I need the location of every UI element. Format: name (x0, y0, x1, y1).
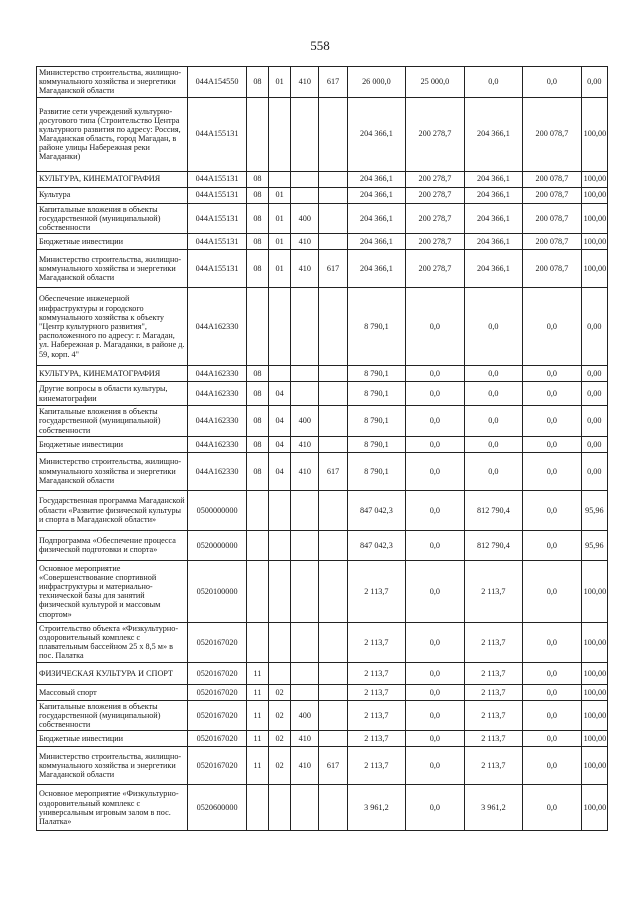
row-code-cell: 0500000000 (188, 490, 247, 530)
row-code-cell: 0520167020 (188, 747, 247, 785)
row-value-4-cell: 0,0 (523, 406, 582, 437)
row-value-3-cell: 0,0 (464, 288, 523, 366)
row-subsection-cell: 02 (269, 731, 291, 747)
row-subsection-cell (269, 288, 291, 366)
row-section-cell: 08 (246, 67, 268, 98)
row-value-4-cell: 0,0 (523, 662, 582, 684)
row-percent-cell: 95,96 (581, 530, 607, 560)
row-subsection-cell: 04 (269, 452, 291, 490)
row-percent-cell: 0,00 (581, 436, 607, 452)
row-value-1-cell: 8 790,1 (347, 288, 406, 366)
row-value-3-cell: 2 113,7 (464, 684, 523, 700)
row-section-cell (246, 97, 268, 171)
row-name-cell: Основное мероприятие «Физкультурно-оздоровительный комплекс с универсальным игровым залом в пос. Палатка» (37, 785, 188, 831)
row-code-cell: 044A155131 (188, 97, 247, 171)
row-section-cell: 08 (246, 203, 268, 234)
row-value-4-cell: 0,0 (523, 288, 582, 366)
row-subsection-cell (269, 530, 291, 560)
row-admin-code-cell (319, 288, 347, 366)
row-section-cell: 08 (246, 234, 268, 250)
row-value-3-cell: 204 366,1 (464, 97, 523, 171)
row-value-3-cell: 0,0 (464, 67, 523, 98)
row-percent-cell: 100,00 (581, 684, 607, 700)
row-section-cell (246, 622, 268, 662)
row-section-cell (246, 560, 268, 622)
table-row (37, 366, 608, 382)
row-value-3-cell: 204 366,1 (464, 187, 523, 203)
row-admin-code-cell: 617 (319, 250, 347, 288)
row-admin-code-cell (319, 171, 347, 187)
row-value-4-cell: 0,0 (523, 700, 582, 731)
row-value-1-cell: 847 042,3 (347, 490, 406, 530)
row-value-4-cell: 0,0 (523, 731, 582, 747)
row-admin-code-cell (319, 785, 347, 831)
row-name-cell: Капитальные вложения в объекты государственной (муниципальной) собственности (37, 406, 188, 437)
row-expense-type-cell: 410 (291, 234, 319, 250)
row-subsection-cell (269, 171, 291, 187)
row-section-cell: 08 (246, 366, 268, 382)
table-row (37, 288, 608, 366)
row-admin-code-cell: 617 (319, 452, 347, 490)
row-section-cell (246, 530, 268, 560)
row-expense-type-cell: 410 (291, 250, 319, 288)
table-body (37, 67, 608, 831)
row-value-3-cell: 812 790,4 (464, 530, 523, 560)
row-percent-cell: 100,00 (581, 560, 607, 622)
row-value-2-cell: 0,0 (406, 731, 465, 747)
row-code-cell: 044A155131 (188, 234, 247, 250)
row-value-4-cell: 200 078,7 (523, 187, 582, 203)
row-value-4-cell: 0,0 (523, 436, 582, 452)
row-subsection-cell (269, 622, 291, 662)
row-expense-type-cell (291, 530, 319, 560)
row-value-2-cell: 0,0 (406, 747, 465, 785)
row-percent-cell: 100,00 (581, 662, 607, 684)
row-expense-type-cell: 400 (291, 406, 319, 437)
row-code-cell: 0520167020 (188, 684, 247, 700)
row-admin-code-cell (319, 662, 347, 684)
table-row (37, 490, 608, 530)
row-expense-type-cell: 410 (291, 731, 319, 747)
table-row (37, 684, 608, 700)
row-value-4-cell: 200 078,7 (523, 234, 582, 250)
row-admin-code-cell (319, 97, 347, 171)
row-value-1-cell: 2 113,7 (347, 560, 406, 622)
row-value-1-cell: 2 113,7 (347, 747, 406, 785)
row-value-1-cell: 2 113,7 (347, 684, 406, 700)
row-admin-code-cell (319, 406, 347, 437)
row-percent-cell: 100,00 (581, 250, 607, 288)
row-value-4-cell: 0,0 (523, 560, 582, 622)
row-value-1-cell: 2 113,7 (347, 622, 406, 662)
row-value-3-cell: 2 113,7 (464, 560, 523, 622)
row-value-3-cell: 812 790,4 (464, 490, 523, 530)
row-percent-cell: 100,00 (581, 700, 607, 731)
row-name-cell: Массовый спорт (37, 684, 188, 700)
row-percent-cell: 100,00 (581, 97, 607, 171)
row-section-cell: 11 (246, 731, 268, 747)
row-value-3-cell: 2 113,7 (464, 747, 523, 785)
row-expense-type-cell: 400 (291, 203, 319, 234)
row-section-cell: 11 (246, 747, 268, 785)
table-row (37, 785, 608, 831)
table-row (37, 662, 608, 684)
row-expense-type-cell (291, 171, 319, 187)
table-row (37, 97, 608, 171)
row-value-2-cell: 0,0 (406, 662, 465, 684)
table-row (37, 530, 608, 560)
row-value-1-cell: 204 366,1 (347, 187, 406, 203)
table-row (37, 560, 608, 622)
row-percent-cell: 100,00 (581, 785, 607, 831)
row-subsection-cell (269, 490, 291, 530)
row-value-4-cell: 0,0 (523, 452, 582, 490)
row-subsection-cell: 02 (269, 747, 291, 785)
table-row (37, 700, 608, 731)
row-value-1-cell: 8 790,1 (347, 382, 406, 406)
row-section-cell: 08 (246, 171, 268, 187)
table-row (37, 203, 608, 234)
row-section-cell (246, 785, 268, 831)
row-admin-code-cell: 617 (319, 67, 347, 98)
row-percent-cell: 100,00 (581, 731, 607, 747)
row-value-4-cell: 0,0 (523, 530, 582, 560)
row-value-3-cell: 204 366,1 (464, 171, 523, 187)
row-percent-cell: 0,00 (581, 366, 607, 382)
table-row (37, 171, 608, 187)
row-expense-type-cell (291, 382, 319, 406)
row-code-cell: 044A162330 (188, 452, 247, 490)
row-code-cell: 044A162330 (188, 406, 247, 437)
row-expense-type-cell (291, 366, 319, 382)
row-value-2-cell: 0,0 (406, 684, 465, 700)
row-section-cell: 11 (246, 662, 268, 684)
row-value-2-cell: 0,0 (406, 366, 465, 382)
row-value-3-cell: 0,0 (464, 406, 523, 437)
row-value-2-cell: 200 278,7 (406, 203, 465, 234)
row-code-cell: 0520167020 (188, 700, 247, 731)
row-name-cell: Министерство строительства, жилищно-коммунального хозяйства и энергетики Магаданской области (37, 452, 188, 490)
row-value-3-cell: 0,0 (464, 382, 523, 406)
row-value-4-cell: 0,0 (523, 747, 582, 785)
row-value-2-cell: 200 278,7 (406, 97, 465, 171)
row-subsection-cell: 02 (269, 684, 291, 700)
row-value-2-cell: 0,0 (406, 382, 465, 406)
row-value-3-cell: 204 366,1 (464, 203, 523, 234)
row-admin-code-cell (319, 490, 347, 530)
row-value-2-cell: 200 278,7 (406, 234, 465, 250)
row-expense-type-cell (291, 560, 319, 622)
row-percent-cell: 100,00 (581, 747, 607, 785)
row-percent-cell: 100,00 (581, 622, 607, 662)
table-row (37, 382, 608, 406)
row-value-1-cell: 2 113,7 (347, 731, 406, 747)
row-value-1-cell: 204 366,1 (347, 97, 406, 171)
row-value-1-cell: 204 366,1 (347, 234, 406, 250)
row-code-cell: 0520167020 (188, 662, 247, 684)
row-code-cell: 0520600000 (188, 785, 247, 831)
row-percent-cell: 95,96 (581, 490, 607, 530)
row-section-cell: 08 (246, 452, 268, 490)
row-value-1-cell: 8 790,1 (347, 366, 406, 382)
row-section-cell (246, 490, 268, 530)
row-value-1-cell: 2 113,7 (347, 662, 406, 684)
row-value-1-cell: 8 790,1 (347, 436, 406, 452)
row-subsection-cell: 04 (269, 382, 291, 406)
table-row (37, 747, 608, 785)
row-expense-type-cell (291, 622, 319, 662)
row-percent-cell: 100,00 (581, 234, 607, 250)
row-admin-code-cell (319, 366, 347, 382)
row-name-cell: Министерство строительства, жилищно-коммунального хозяйства и энергетики Магаданской области (37, 747, 188, 785)
row-name-cell: Министерство строительства, жилищно-коммунального хозяйства и энергетики Магаданской области (37, 250, 188, 288)
row-value-2-cell: 200 278,7 (406, 250, 465, 288)
row-code-cell: 0520167020 (188, 622, 247, 662)
row-expense-type-cell: 410 (291, 747, 319, 785)
page-number: 558 (310, 38, 330, 53)
row-percent-cell: 0,00 (581, 382, 607, 406)
row-name-cell: Развитие сети учреждений культурно-досугового типа (Строительство Центра культурного развития по адресу: Россия, Магаданская область, город Магадан, в районе улицы Набережная реки Магаданки) (37, 97, 188, 171)
row-value-4-cell: 200 078,7 (523, 250, 582, 288)
row-value-2-cell: 200 278,7 (406, 171, 465, 187)
row-code-cell: 044A162330 (188, 366, 247, 382)
row-value-3-cell: 0,0 (464, 436, 523, 452)
row-code-cell: 0520000000 (188, 530, 247, 560)
row-value-3-cell: 0,0 (464, 452, 523, 490)
row-value-4-cell: 0,0 (523, 684, 582, 700)
row-value-4-cell: 0,0 (523, 785, 582, 831)
row-value-2-cell: 0,0 (406, 622, 465, 662)
row-name-cell: Подпрограмма «Обеспечение процесса физической подготовки и спорта» (37, 530, 188, 560)
row-name-cell: Бюджетные инвестиции (37, 436, 188, 452)
row-value-1-cell: 8 790,1 (347, 406, 406, 437)
row-expense-type-cell: 410 (291, 452, 319, 490)
row-value-4-cell: 200 078,7 (523, 97, 582, 171)
table-row (37, 436, 608, 452)
row-subsection-cell: 04 (269, 436, 291, 452)
row-subsection-cell (269, 785, 291, 831)
row-value-4-cell: 0,0 (523, 366, 582, 382)
row-name-cell: Основное мероприятие «Совершенствование спортивной инфраструктуры и материально-технической базы для занятий физической культурой и массовым спортом» (37, 560, 188, 622)
row-subsection-cell (269, 662, 291, 684)
row-value-2-cell: 200 278,7 (406, 187, 465, 203)
row-value-1-cell: 204 366,1 (347, 171, 406, 187)
row-value-1-cell: 3 961,2 (347, 785, 406, 831)
row-value-2-cell: 0,0 (406, 560, 465, 622)
row-code-cell: 044A155131 (188, 187, 247, 203)
row-name-cell: Министерство строительства, жилищно-коммунального хозяйства и энергетики Магаданской области (37, 67, 188, 98)
row-name-cell: Капитальные вложения в объекты государственной (муниципальной) собственности (37, 700, 188, 731)
row-section-cell: 08 (246, 187, 268, 203)
row-admin-code-cell (319, 530, 347, 560)
row-name-cell: Бюджетные инвестиции (37, 731, 188, 747)
row-section-cell (246, 288, 268, 366)
row-value-4-cell: 200 078,7 (523, 203, 582, 234)
row-admin-code-cell (319, 203, 347, 234)
row-percent-cell: 100,00 (581, 187, 607, 203)
row-code-cell: 044A155131 (188, 171, 247, 187)
row-section-cell: 11 (246, 684, 268, 700)
row-value-1-cell: 847 042,3 (347, 530, 406, 560)
row-percent-cell: 100,00 (581, 203, 607, 234)
table-row (37, 187, 608, 203)
budget-table (36, 66, 608, 831)
row-expense-type-cell (291, 490, 319, 530)
table-row (37, 406, 608, 437)
row-expense-type-cell (291, 288, 319, 366)
row-name-cell: КУЛЬТУРА, КИНЕМАТОГРАФИЯ (37, 171, 188, 187)
row-expense-type-cell (291, 662, 319, 684)
table-row (37, 452, 608, 490)
row-subsection-cell: 01 (269, 187, 291, 203)
row-name-cell: Государственная программа Магаданской области «Развитие физической культуры и спорта в Магаданской области» (37, 490, 188, 530)
row-code-cell: 044A162330 (188, 288, 247, 366)
row-value-2-cell: 25 000,0 (406, 67, 465, 98)
row-admin-code-cell (319, 684, 347, 700)
row-name-cell: КУЛЬТУРА, КИНЕМАТОГРАФИЯ (37, 366, 188, 382)
table-row (37, 622, 608, 662)
row-name-cell: Бюджетные инвестиции (37, 234, 188, 250)
row-section-cell: 08 (246, 250, 268, 288)
row-code-cell: 0520100000 (188, 560, 247, 622)
row-admin-code-cell (319, 700, 347, 731)
row-value-1-cell: 2 113,7 (347, 700, 406, 731)
row-value-4-cell: 0,0 (523, 622, 582, 662)
row-percent-cell: 0,00 (581, 67, 607, 98)
row-percent-cell: 0,00 (581, 406, 607, 437)
row-expense-type-cell (291, 684, 319, 700)
row-name-cell: Строительство объекта «Физкультурно-оздоровительный комплекс с плавательным бассейном 25 х 8,5 м» в пос. Палатка (37, 622, 188, 662)
row-name-cell: Капитальные вложения в объекты государственной (муниципальной) собственности (37, 203, 188, 234)
table-row (37, 250, 608, 288)
row-name-cell: ФИЗИЧЕСКАЯ КУЛЬТУРА И СПОРТ (37, 662, 188, 684)
row-section-cell: 11 (246, 700, 268, 731)
row-value-3-cell: 3 961,2 (464, 785, 523, 831)
row-code-cell: 044A154550 (188, 67, 247, 98)
row-admin-code-cell (319, 382, 347, 406)
row-value-2-cell: 0,0 (406, 452, 465, 490)
row-admin-code-cell (319, 187, 347, 203)
row-subsection-cell: 04 (269, 406, 291, 437)
row-admin-code-cell (319, 622, 347, 662)
row-subsection-cell (269, 366, 291, 382)
row-section-cell: 08 (246, 382, 268, 406)
row-percent-cell: 100,00 (581, 171, 607, 187)
row-admin-code-cell (319, 436, 347, 452)
row-value-3-cell: 204 366,1 (464, 234, 523, 250)
row-expense-type-cell (291, 785, 319, 831)
row-code-cell: 0520167020 (188, 731, 247, 747)
row-value-4-cell: 0,0 (523, 382, 582, 406)
row-subsection-cell: 01 (269, 250, 291, 288)
row-expense-type-cell: 400 (291, 700, 319, 731)
row-value-1-cell: 204 366,1 (347, 250, 406, 288)
row-value-3-cell: 204 366,1 (464, 250, 523, 288)
row-value-3-cell: 2 113,7 (464, 700, 523, 731)
row-value-2-cell: 0,0 (406, 406, 465, 437)
row-percent-cell: 0,00 (581, 452, 607, 490)
row-value-3-cell: 2 113,7 (464, 662, 523, 684)
row-value-2-cell: 0,0 (406, 530, 465, 560)
row-value-4-cell: 200 078,7 (523, 171, 582, 187)
table-row (37, 731, 608, 747)
row-value-2-cell: 0,0 (406, 436, 465, 452)
row-value-4-cell: 0,0 (523, 67, 582, 98)
row-value-4-cell: 0,0 (523, 490, 582, 530)
row-value-2-cell: 0,0 (406, 490, 465, 530)
row-value-2-cell: 0,0 (406, 700, 465, 731)
row-admin-code-cell (319, 234, 347, 250)
row-subsection-cell: 01 (269, 203, 291, 234)
row-value-2-cell: 0,0 (406, 288, 465, 366)
row-admin-code-cell: 617 (319, 747, 347, 785)
row-subsection-cell (269, 97, 291, 171)
row-value-3-cell: 2 113,7 (464, 622, 523, 662)
row-code-cell: 044A162330 (188, 382, 247, 406)
row-value-3-cell: 0,0 (464, 366, 523, 382)
row-expense-type-cell: 410 (291, 67, 319, 98)
row-value-1-cell: 204 366,1 (347, 203, 406, 234)
table-row (37, 67, 608, 98)
row-expense-type-cell (291, 187, 319, 203)
row-expense-type-cell (291, 97, 319, 171)
row-name-cell: Культура (37, 187, 188, 203)
row-name-cell: Обеспечение инженерной инфраструктуры и городского коммунального хозяйства к объекту "Центр культурного развития", расположенного по адресу: г. Магадан, ул. Набережная р. Магаданки, в районе д. 59, корп. 4" (37, 288, 188, 366)
row-subsection-cell: 01 (269, 67, 291, 98)
row-value-3-cell: 2 113,7 (464, 731, 523, 747)
row-subsection-cell (269, 560, 291, 622)
row-code-cell: 044A162330 (188, 436, 247, 452)
row-code-cell: 044A155131 (188, 250, 247, 288)
row-subsection-cell: 02 (269, 700, 291, 731)
row-code-cell: 044A155131 (188, 203, 247, 234)
table-row (37, 234, 608, 250)
row-subsection-cell: 01 (269, 234, 291, 250)
row-value-1-cell: 8 790,1 (347, 452, 406, 490)
row-value-2-cell: 0,0 (406, 785, 465, 831)
row-percent-cell: 0,00 (581, 288, 607, 366)
row-admin-code-cell (319, 731, 347, 747)
row-expense-type-cell: 410 (291, 436, 319, 452)
row-section-cell: 08 (246, 436, 268, 452)
row-section-cell: 08 (246, 406, 268, 437)
row-name-cell: Другие вопросы в области культуры, кинематографии (37, 382, 188, 406)
row-admin-code-cell (319, 560, 347, 622)
row-value-1-cell: 26 000,0 (347, 67, 406, 98)
